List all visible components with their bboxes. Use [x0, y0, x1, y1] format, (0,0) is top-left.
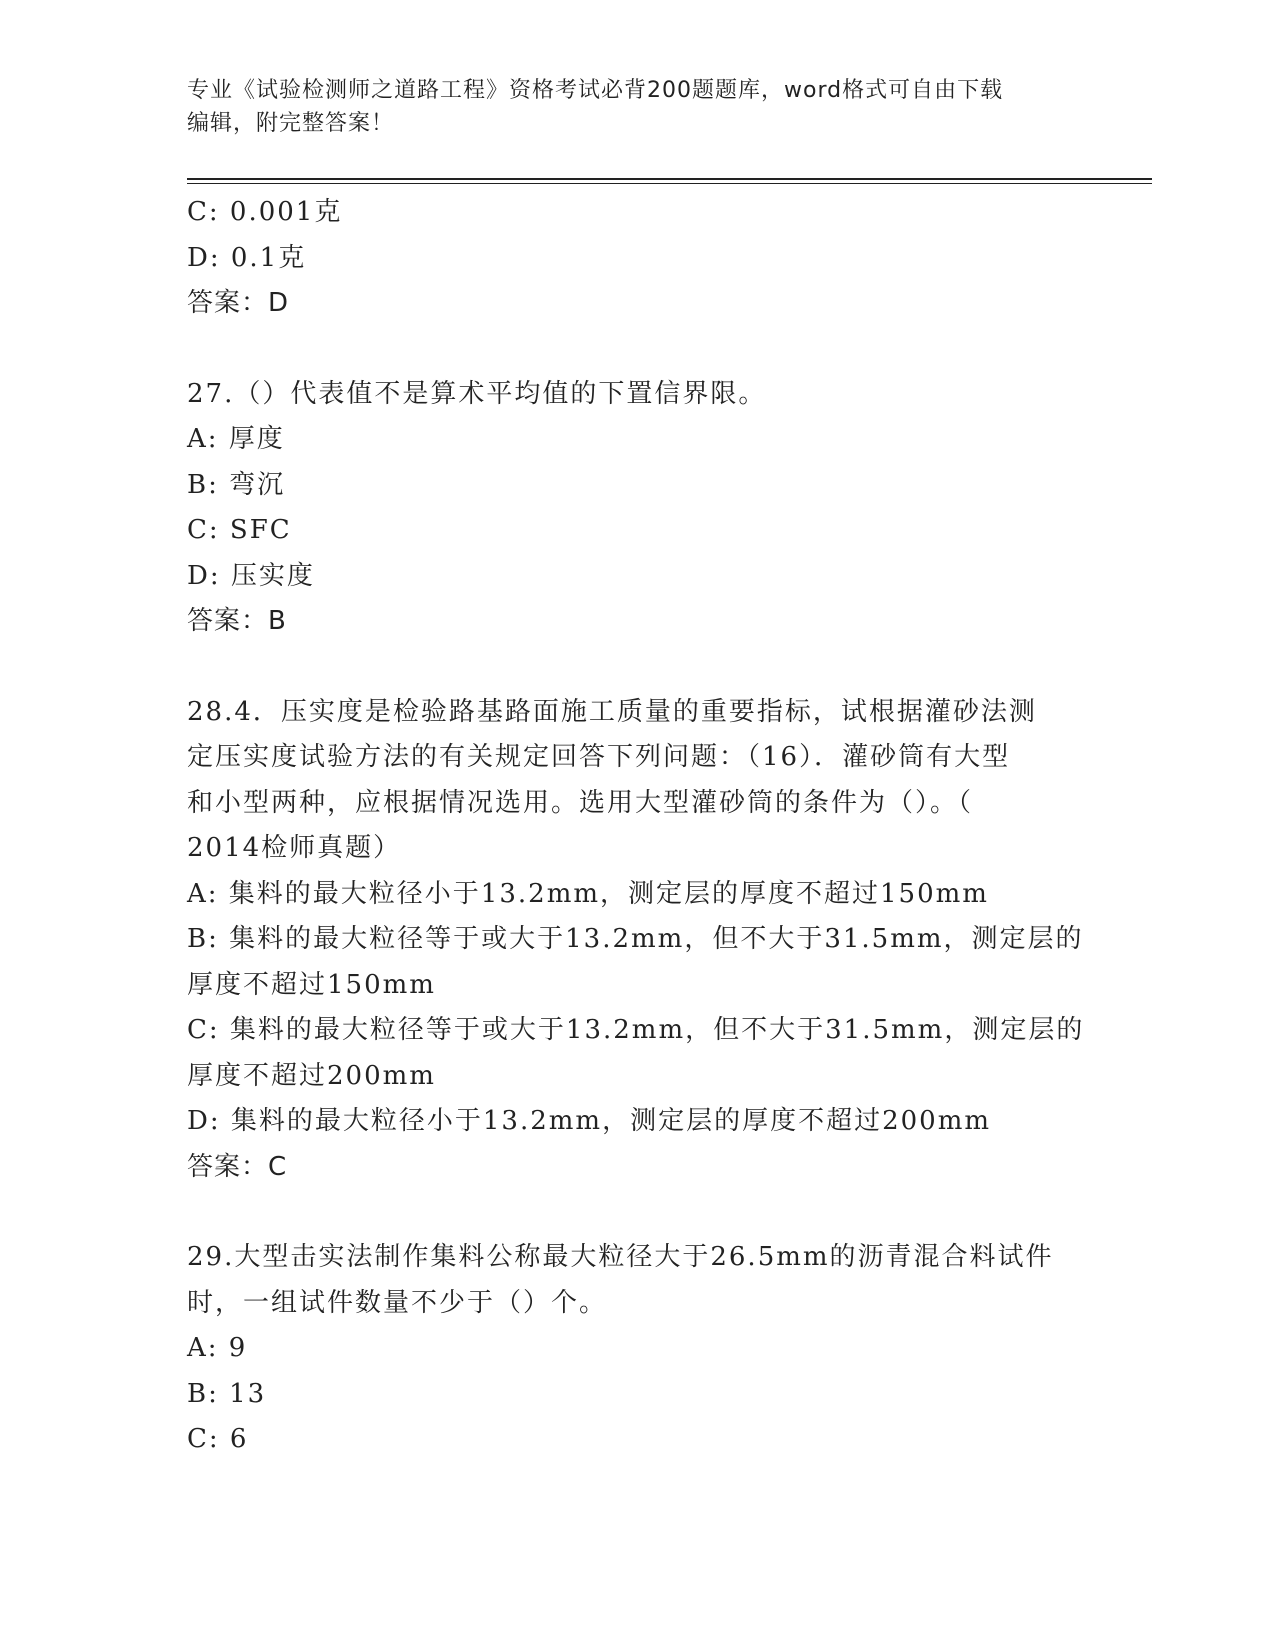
question-28	[187, 690, 1085, 1191]
q28-option-a: A: 集料的最大粒径小于13.2mm，测定层的厚度不超过150mm	[187, 878, 989, 909]
q28-option-d: D: 集料的最大粒径小于13.2mm，测定层的厚度不超过200mm	[187, 1106, 992, 1136]
q26-answer: 答案：D	[187, 288, 290, 318]
q27-option-b: B: 弯沉	[187, 469, 286, 500]
q28-option-c-line-1: C: 集料的最大粒径等于或大于13.2mm，但不大于31.5mm，测定层的	[187, 1015, 1085, 1045]
q27-option-d: D: 压实度	[187, 560, 315, 591]
q29-option-c: C: 6	[187, 1424, 249, 1454]
question-content	[187, 190, 1085, 1463]
spacer	[187, 645, 1067, 690]
q29-option-a: A: 9	[187, 1333, 248, 1363]
q26-option-c: C: 0.001克	[187, 197, 343, 227]
q27-option-a: A: 厚度	[187, 424, 285, 454]
q28-option-c-line-2: 厚度不超过200mm	[187, 1060, 436, 1091]
q29-stem-line-1: 29.大型击实法制作集料公称最大粒径大于26.5mm的沥青混合料试件	[187, 1242, 1054, 1272]
header-rule-thin	[187, 183, 1152, 184]
header-title-line-2: 编辑，附完整答案！	[187, 111, 395, 136]
q28-answer: 答案：C	[187, 1151, 288, 1182]
q28-stem-line-1: 28.4．压实度是检验路基路面施工质量的重要指标，试根据灌砂法测	[187, 696, 1037, 727]
question-29	[187, 1235, 1067, 1463]
q27-answer: 答案：B	[187, 606, 287, 636]
q27-stem: 27.（）代表值不是算术平均值的下置信界限。	[187, 378, 767, 409]
spacer	[187, 1190, 1067, 1235]
q28-stem-line-3: 和小型两种，应根据情况选用。选用大型灌砂筒的条件为（）。（	[187, 787, 974, 818]
question-26-tail	[187, 190, 1067, 327]
document-header	[187, 74, 1087, 140]
q29-stem-line-2: 时，一组试件数量不少于（）个。	[187, 1287, 608, 1318]
q28-option-b-line-1: B: 集料的最大粒径等于或大于13.2mm，但不大于31.5mm，测定层的	[187, 924, 1084, 954]
q28-option-b-line-2: 厚度不超过150mm	[187, 969, 436, 1000]
header-rule-thick	[187, 178, 1152, 180]
spacer	[187, 327, 1067, 372]
header-title-line-1: 专业《试验检测师之道路工程》资格考试必背200题题库，word格式可自由下载	[187, 78, 1004, 103]
q26-option-d: D: 0.1克	[187, 242, 307, 273]
q27-option-c: C: SFC	[187, 515, 292, 545]
q28-stem-line-4: 2014检师真题）	[187, 833, 402, 863]
q28-stem-line-2: 定压实度试验方法的有关规定回答下列问题：（16）．灌砂筒有大型	[187, 742, 1011, 772]
q29-option-b: B: 13	[187, 1378, 267, 1409]
question-27	[187, 372, 1067, 645]
